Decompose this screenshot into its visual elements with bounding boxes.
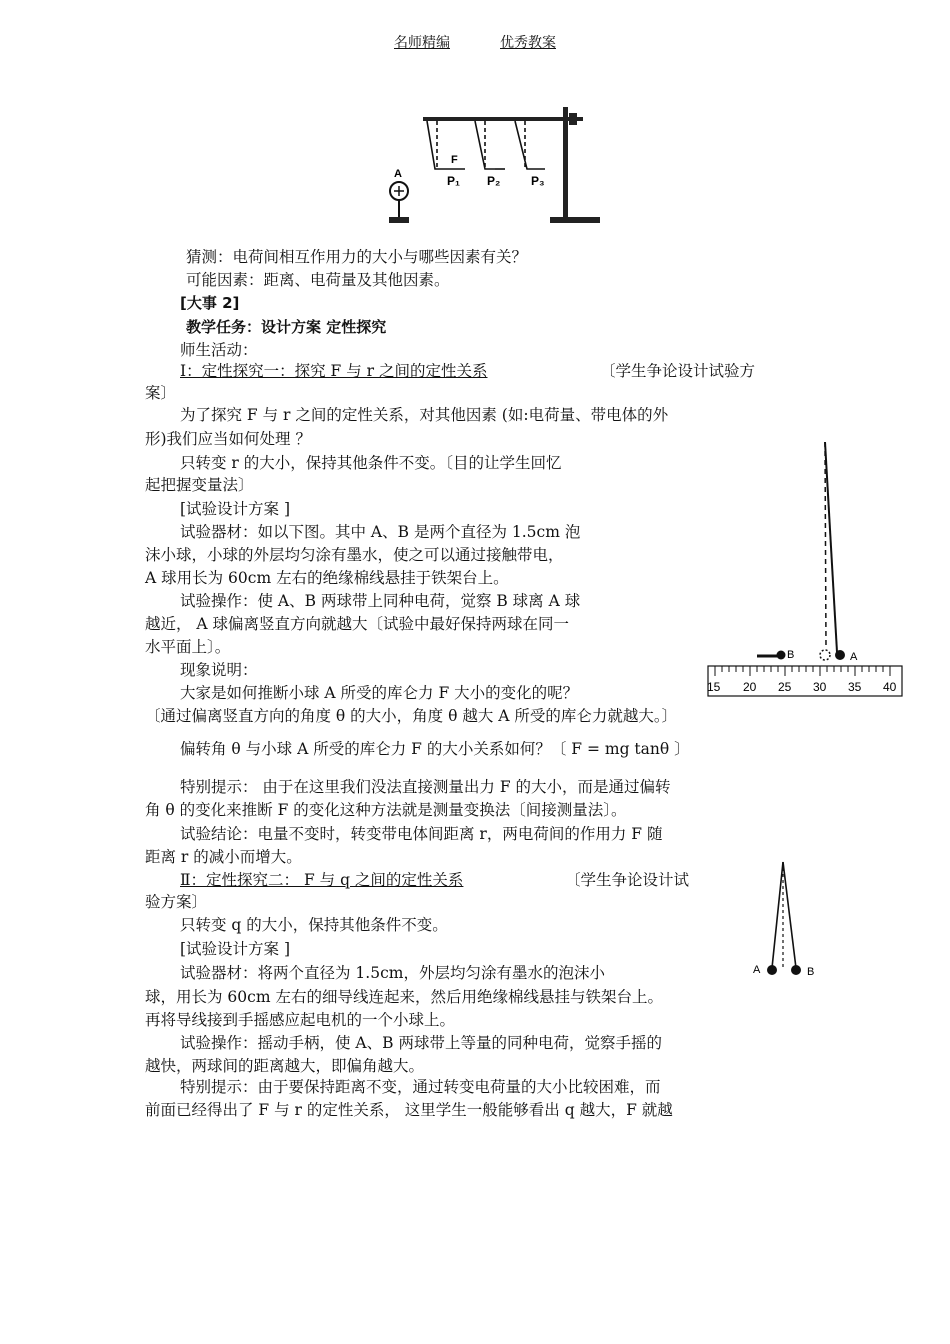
p3-label: P₃ — [531, 174, 545, 188]
text-line: 沫小球，小球的外层均匀涂有墨水，使之可以通过接触带电， — [145, 546, 564, 564]
text-line: 再将导线接到手摇感应起电机的一个小球上。 — [145, 1011, 456, 1029]
text-line: 水平面上〕。 — [145, 638, 231, 656]
ruler-tick-30: 30 — [813, 680, 827, 694]
text-line: 师生活动： — [180, 341, 258, 359]
text-line: 只转变 r 的大小，保持其他条件不变。〔目的让学生回忆 — [180, 454, 562, 472]
text-line: 现象说明： — [180, 661, 258, 679]
text-line: 验方案〕 — [145, 893, 208, 911]
text-line: 越近， A 球偏离竖直方向就越大〔试验中最好保持两球在同一 — [145, 615, 570, 633]
text-line: 大家是如何推断小球 A 所受的库仑力 F 大小的变化的呢？ — [180, 684, 579, 702]
header-left: 名师精编 — [394, 35, 450, 51]
text-line: 特别提示： 由于在这里我们没法直接测量出力 F 的大小，而是通过偏转 — [180, 778, 671, 796]
ruler-tick-40: 40 — [883, 680, 897, 694]
text-line: 特别提示：由于要保持距离不变，通过转变电荷量的大小比较困难，而 — [180, 1078, 661, 1096]
text-line: [试验设计方案 ] — [180, 500, 291, 518]
text-line: 距离 r 的减小而增大。 — [145, 848, 302, 866]
text-line: 形)我们应当如何处理 ？ — [145, 430, 311, 448]
text-line: 越快，两球间的距离越大，即偏角越大。 — [145, 1057, 425, 1075]
fig3-a-label: A — [753, 964, 761, 976]
section-heading: [大事 2] — [180, 294, 240, 312]
task-heading: 教学任务：设计方案 定性探究 — [186, 318, 387, 336]
text-line: 偏转角 θ 与小球 A 所受的库仑力 F 的大小关系如何？〔 F = mg tanθ 〕 — [180, 740, 690, 758]
text-line: 案〕 — [145, 384, 177, 402]
fig2-a-label: A — [850, 651, 858, 663]
pendulum-ruler-figure — [705, 440, 905, 702]
header-right: 优秀教案 — [500, 35, 556, 51]
inquiry-1-title: Ⅰ：定性探究一：探究 F 与 r 之间的定性关系 — [180, 362, 488, 380]
fig2-b-label: B — [787, 649, 795, 661]
text-line: 〔学生争论设计试 — [565, 871, 690, 889]
ruler-tick-20: 20 — [743, 680, 757, 694]
ruler-tick-35: 35 — [848, 680, 862, 694]
inquiry-2-title: Ⅱ：定性探究二： F 与 q 之间的定性关系 — [180, 871, 464, 889]
pendulum-stand-figure — [385, 105, 605, 235]
page-header — [0, 32, 950, 52]
text-line: 可能因素：距离、电荷量及其他因素。 — [186, 271, 450, 289]
text-line: 〔通过偏离竖直方向的角度 θ 的大小，角度 θ 越大 A 所受的库仑力就越大。〕 — [145, 707, 678, 725]
f-label: F — [451, 154, 458, 166]
text-line: 为了探究 F 与 r 之间的定性关系，对其他因素 (如:电荷量、带电体的外 — [180, 406, 669, 424]
text-line: 球，用长为 60cm 左右的细导线连起来，然后用绝缘棉线悬挂与铁架台上。 — [145, 988, 663, 1006]
text-line: [试验设计方案 ] — [180, 940, 291, 958]
text-line: 角 θ 的变化来推断 F 的变化这种方法就是测量变换法〔间接测量法〕。 — [145, 801, 627, 819]
text-line: 起把握变量法〕 — [145, 476, 254, 494]
text-line: A 球用长为 60cm 左右的绝缘棉线悬挂于铁架台上。 — [145, 569, 509, 587]
ruler-tick-15: 15 — [707, 680, 721, 694]
text-line: 猜测：电荷间相互作用力的大小与哪些因素有关？ — [186, 248, 528, 266]
a-label: A — [394, 168, 402, 180]
two-ball-pendulum-figure — [745, 860, 825, 980]
text-line: 试验操作：摇动手柄，使 A、B 两球带上等量的同种电荷，觉察手摇的 — [180, 1034, 662, 1052]
ruler-tick-25: 25 — [778, 680, 792, 694]
text-line: 试验操作：使 A、B 两球带上同种电荷，觉察 B 球离 A 球 — [180, 592, 581, 610]
text-line: 试验器材：如以下图。其中 A、B 是两个直径为 1.5cm 泡 — [180, 523, 581, 541]
text-line: 只转变 q 的大小，保持其他条件不变。 — [180, 916, 448, 934]
text-line: 试验器材：将两个直径为 1.5cm，外层均匀涂有墨水的泡沫小 — [180, 964, 605, 982]
text-line: 试验结论：电量不变时，转变带电体间距离 r，两电荷间的作用力 F 随 — [180, 825, 663, 843]
p1-label: P₁ — [447, 174, 460, 188]
text-line: 前面已经得出了 F 与 r 的定性关系， 这里学生一般能够看出 q 越大，F 就越 — [145, 1101, 673, 1119]
text-line: 〔学生争论设计试验方 — [600, 362, 756, 380]
p2-label: P₂ — [487, 174, 501, 188]
fig3-b-label: B — [807, 966, 815, 978]
